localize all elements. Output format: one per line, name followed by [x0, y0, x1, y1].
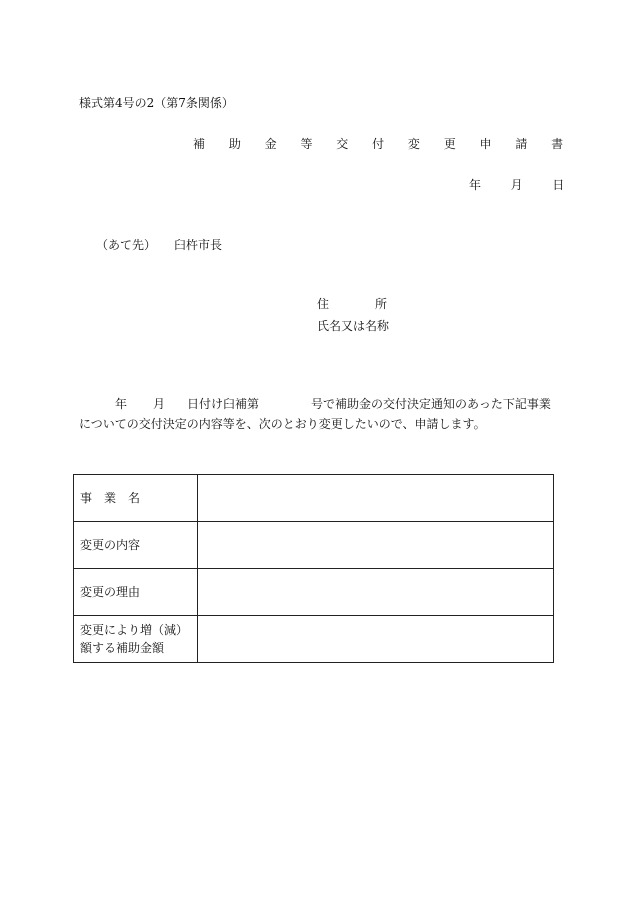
date-month-label: 月 — [510, 178, 523, 192]
table-row-label: 変更の理由 — [74, 569, 198, 616]
table-row-value[interactable] — [198, 475, 554, 522]
table-row-label: 変更により増（減）額する補助金額 — [74, 616, 198, 663]
application-details-table — [73, 474, 554, 663]
date-day-label: 日 — [552, 178, 565, 192]
body-dated-text: 日付け臼補第 — [187, 397, 260, 411]
addressee-name: 臼杵市長 — [174, 238, 223, 252]
applicant-name-label: 氏名又は名称 — [317, 319, 390, 333]
body-text-line-2: についての交付決定の内容等を、次のとおり変更したいので、申請します。 — [79, 417, 486, 431]
document-title: 補 助 金 等 交 付 変 更 申 請 書 — [193, 137, 574, 151]
body-year-label: 年 — [115, 397, 128, 411]
date-year-label: 年 — [469, 178, 482, 192]
table-row-value[interactable] — [198, 616, 554, 663]
address-label-part-1: 住 — [317, 297, 330, 311]
body-number-suffix: 号で補助金の交付決定通知のあった下記事業 — [311, 397, 551, 411]
table-row — [74, 522, 554, 569]
table-row — [74, 475, 554, 522]
table-row-label: 事 業 名 — [74, 475, 198, 522]
table-row-value[interactable] — [198, 522, 554, 569]
table-row — [74, 569, 554, 616]
table-row-label: 変更の内容 — [74, 522, 198, 569]
body-text-line-1 — [115, 396, 551, 412]
address-label-part-2: 所 — [375, 297, 388, 311]
addressee — [96, 237, 222, 253]
table-row — [74, 616, 554, 663]
table-row-value[interactable] — [198, 569, 554, 616]
form-number: 様式第4号の2（第7条関係） — [79, 96, 234, 110]
body-month-label: 月 — [153, 397, 166, 411]
applicant-address-label — [317, 296, 387, 312]
date-line — [469, 177, 564, 193]
addressee-prefix: （あて先） — [96, 238, 157, 252]
